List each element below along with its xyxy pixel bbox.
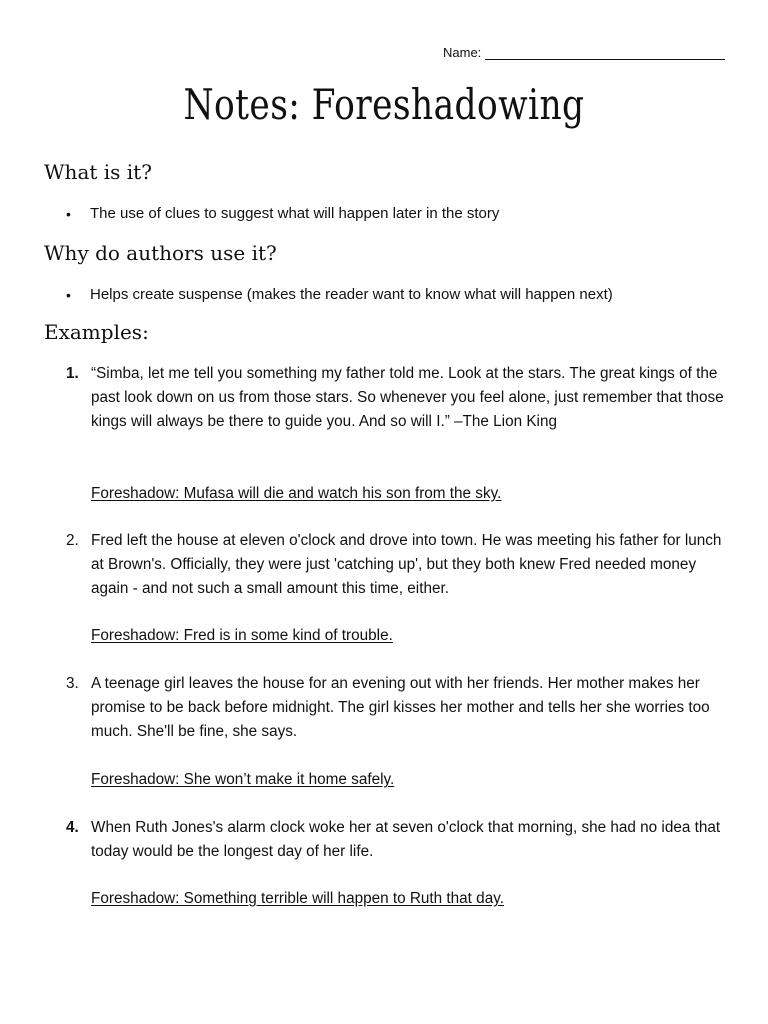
- example-text: “Simba, let me tell you something my father told me. Look at the stars. The great kings of the past look down on us from those stars. So whenever you feel alone, just remember that those kings will always be there to guide you. And so will I.” –The Lion King: [91, 365, 724, 430]
- bullet-definition: [66, 202, 499, 226]
- bullet-definition-text: The use of clues to suggest what will happen later in the story: [90, 205, 500, 222]
- heading-examples: Examples:: [44, 320, 149, 344]
- example-item-2: [66, 529, 726, 600]
- bullet-dot-icon: •: [66, 206, 71, 222]
- bullet-purpose-text: Helps create suspense (makes the reader want to know what will happen next): [90, 286, 613, 303]
- name-label: Name:: [443, 45, 482, 60]
- name-field[interactable]: [443, 45, 725, 60]
- bullet-dot-icon: •: [66, 287, 71, 303]
- example-item-1: [66, 362, 726, 433]
- name-blank-line[interactable]: [485, 45, 725, 60]
- foreshadow-answer-4: Foreshadow: Something terrible will happen to Ruth that day.: [91, 890, 504, 907]
- foreshadow-answer-3: Foreshadow: She won’t make it home safely.: [91, 771, 395, 788]
- heading-what-is-it: What is it?: [44, 160, 152, 184]
- example-text: A teenage girl leaves the house for an evening out with her friends. Her mother makes her promise to be back before midnight. The girl kisses her mother and tells her she worries too much. She'll be fine, she says.: [91, 675, 710, 740]
- example-number: 4.: [66, 819, 79, 836]
- heading-why-use-it: Why do authors use it?: [44, 241, 277, 265]
- bullet-purpose: [66, 283, 613, 307]
- example-number: 1.: [66, 365, 79, 382]
- example-number: 2.: [66, 532, 79, 549]
- example-number: 3.: [66, 675, 79, 692]
- example-text: When Ruth Jones's alarm clock woke her at seven o'clock that morning, she had no idea that today would be the longest day of her life.: [91, 819, 721, 860]
- page-title: Notes: Foreshadowing: [183, 80, 585, 129]
- example-item-4: [66, 816, 726, 864]
- foreshadow-answer-1: Foreshadow: Mufasa will die and watch his son from the sky.: [91, 485, 502, 502]
- foreshadow-answer-2: Foreshadow: Fred is in some kind of trouble.: [91, 627, 393, 644]
- example-text: Fred left the house at eleven o'clock and drove into town. He was meeting his father for lunch at Brown's. Officially, they were just 'catching up', but they both knew Fred needed money again - and not such a small amount this time, either.: [91, 532, 722, 597]
- example-item-3: [66, 672, 726, 743]
